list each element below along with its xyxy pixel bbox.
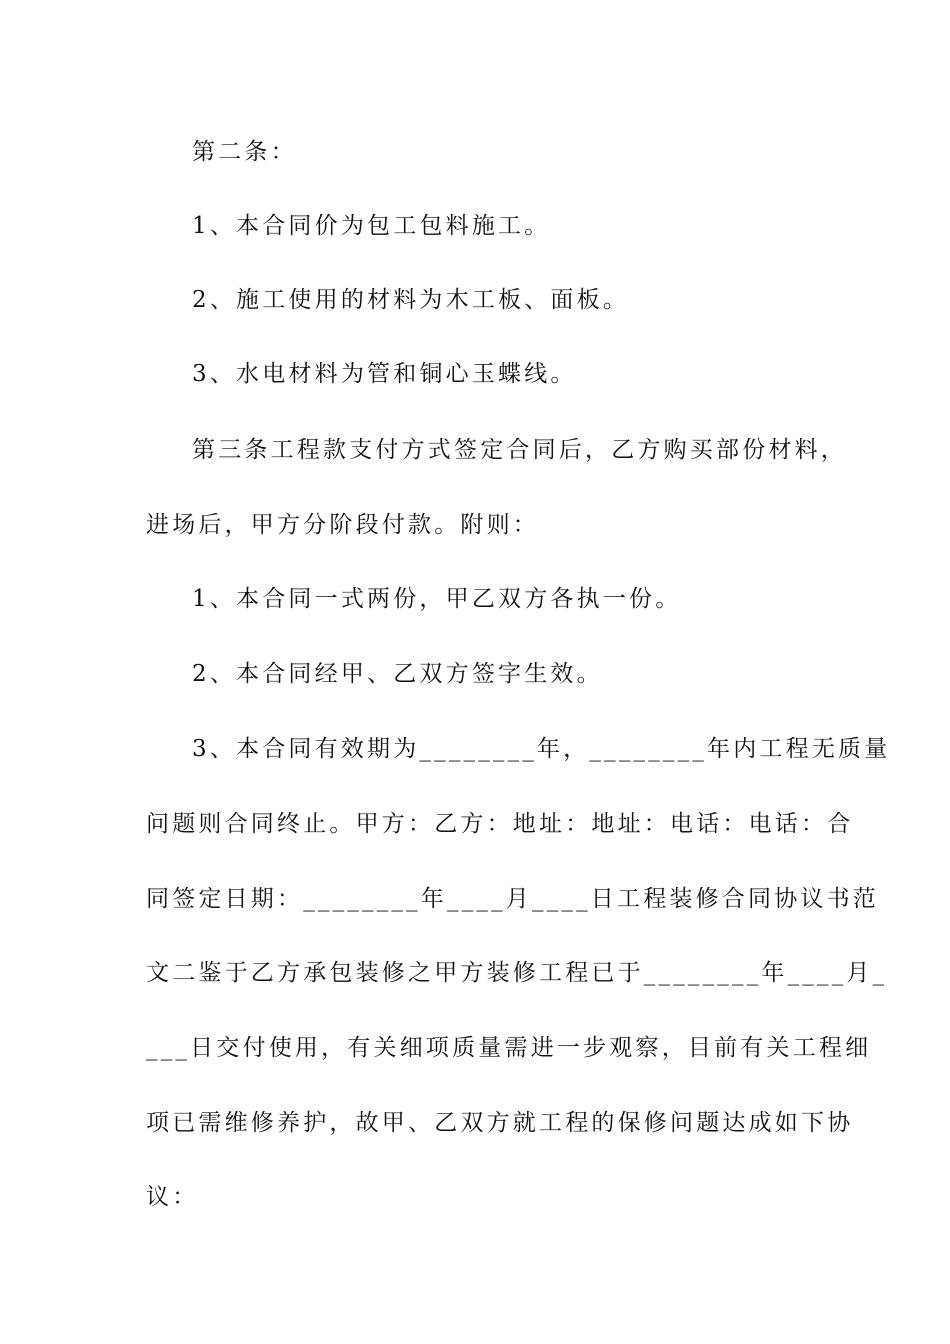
paragraph-line: 问题则合同终止。甲方：乙方：地址：地址：电话：电话：合 <box>146 811 854 837</box>
clause-line: 2、本合同经甲、乙双方签字生效。 <box>192 661 603 687</box>
paragraph-line: 同签定日期：________年____月____日工程装修合同协议书范 <box>146 886 879 912</box>
paragraph-line: 进场后，甲方分阶段付款。附则： <box>146 512 539 538</box>
paragraph-line: 文二鉴于乙方承包装修之甲方装修工程已于________年____月_ <box>146 960 888 986</box>
clause-line: 3、水电材料为管和铜心玉蝶线。 <box>192 361 577 387</box>
clause-line: 3、本合同有效期为________年，________年内工程无质量 <box>192 736 891 762</box>
clause-line: 1、本合同价为包工包料施工。 <box>192 213 551 239</box>
paragraph-line: 项已需维修养护，故甲、乙双方就工程的保修问题达成如下协 <box>146 1110 854 1136</box>
clause-line: 2、施工使用的材料为木工板、面板。 <box>192 287 630 313</box>
paragraph-line: ___日交付使用，有关细项质量需进一步观察，目前有关工程细 <box>146 1035 872 1061</box>
paragraph-line: 议： <box>146 1184 199 1210</box>
article-three-line: 第三条工程款支付方式签定合同后，乙方购买部份材料， <box>192 437 847 463</box>
article-two-heading: 第二条： <box>192 139 297 165</box>
clause-line: 1、本合同一式两份，甲乙双方各执一份。 <box>192 586 682 612</box>
